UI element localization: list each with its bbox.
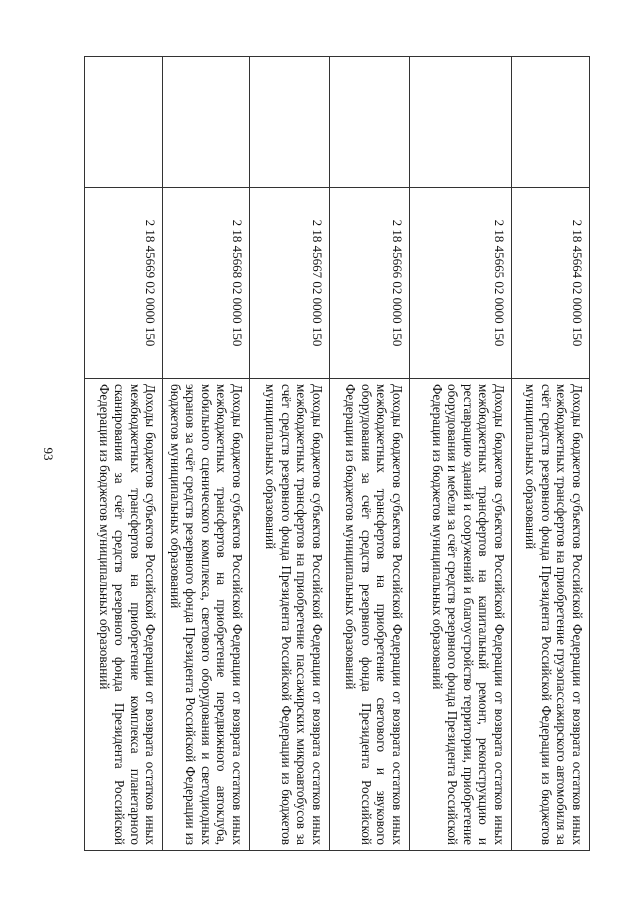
- empty-cell: [250, 57, 330, 188]
- table-row: [410, 57, 512, 851]
- empty-cell: [163, 57, 250, 188]
- revenue-code-cell: 2 18 45668 02 0000 150: [163, 188, 250, 379]
- revenue-code-cell: 2 18 45669 02 0000 150: [85, 188, 163, 379]
- page-number: 93: [41, 447, 56, 461]
- revenue-code-cell: 2 18 45666 02 0000 150: [330, 188, 410, 379]
- empty-cell: [410, 57, 512, 188]
- revenue-code-cell: 2 18 45667 02 0000 150: [250, 188, 330, 379]
- revenue-code-cell: 2 18 45664 02 0000 150: [512, 188, 590, 379]
- empty-cell: [85, 57, 163, 188]
- table-row: [163, 57, 250, 851]
- revenue-description-cell: Доходы бюджетов субъектов Российской Федерации от возврата остатков иных межбюджетных трансфертов на приобретение грузопассажирского автомобиля за счёт средств резервного фонда Президента Российской Федерации из бюджетов муниципальных образований: [512, 379, 590, 851]
- table-row: [250, 57, 330, 851]
- table-row: [85, 57, 163, 851]
- table-row: [330, 57, 410, 851]
- revenue-description-cell: Доходы бюджетов субъектов Российской Федерации от возврата остатков иных межбюджетных трансфертов на приобретение светового и звукового оборудования за счёт средств резервного фонда Президента Российской Федерации из бюджетов муниципальных образований: [330, 379, 410, 851]
- table-row: [512, 57, 590, 851]
- empty-cell: [330, 57, 410, 188]
- revenue-description-cell: Доходы бюджетов субъектов Российской Федерации от возврата остатков иных межбюджетных трансфертов на приобретение передвижного автоклуба, мобильного сценического комплекса, светового оборудования и светодиодных экранов за счёт средств резервного фонда Президента Российской Федерации из бюджетов муниципальных образований: [163, 379, 250, 851]
- empty-cell: [512, 57, 590, 188]
- revenue-description-cell: Доходы бюджетов субъектов Российской Федерации от возврата остатков иных межбюджетных трансфертов на приобретение пассажирских микроавтобусов за счёт средств резервного фонда Президента Российской Федерации из бюджетов муниципальных образований: [250, 379, 330, 851]
- rotated-table-wrapper: [90, 56, 590, 851]
- revenue-description-cell: Доходы бюджетов субъектов Российской Федерации от возврата остатков иных межбюджетных трансфертов на капитальный ремонт, реконструкцию и реставрацию зданий и сооружений и благоустройство территории, приобретение оборудования и мебели за счёт средств резервного фонда Президента Российской Федерации из бюджетов муниципальных образований: [410, 379, 512, 851]
- revenue-codes-table: [85, 56, 591, 851]
- revenue-code-cell: 2 18 45665 02 0000 150: [410, 188, 512, 379]
- revenue-description-cell: Доходы бюджетов субъектов Российской Федерации от возврата остатков иных межбюджетных трансфертов на приобретение комплекса планетарного сканирования за счёт средств резервного фонда Президента Российской Федерации из бюджетов муниципальных образований: [85, 379, 163, 851]
